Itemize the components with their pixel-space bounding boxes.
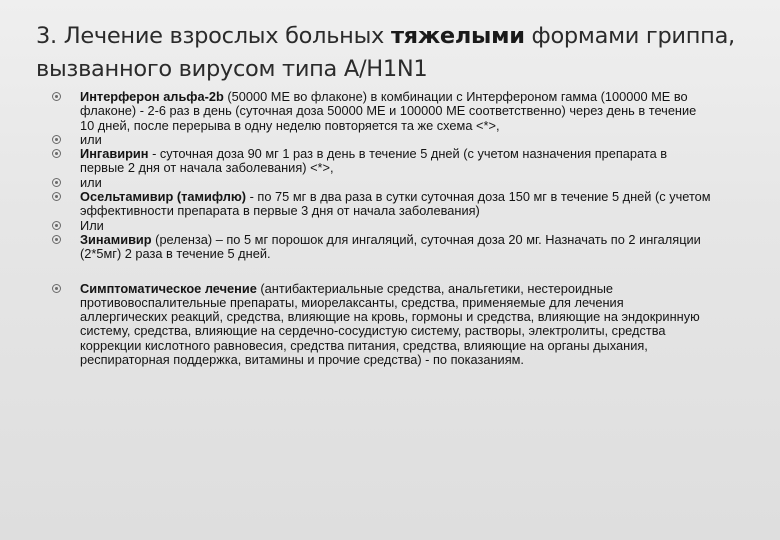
drug-name: Зинамивир [80, 231, 152, 247]
title-part-2: формами гриппа, вызванного вирусом типа A/H1N1 [36, 23, 735, 82]
circle-dot-bullet-icon [52, 284, 61, 293]
drug-name: Осельтамивир (тамифлю) [80, 189, 247, 205]
title-emphasis: тяжелыми [390, 23, 525, 49]
item-text: - суточная доза 90 мг 1 раз в день в течение 5 дней (с учетом назначения препарата в первые 2 дня от начала заболевания) <*>, [80, 146, 668, 176]
list-item [52, 147, 712, 176]
circle-dot-bullet-icon [52, 92, 61, 101]
item-text: - по 75 мг в два раза в сутки суточная доза 150 мг в течение 5 дней (с учетом эффективности препарата в первые 3 дня от начала заболевания) [80, 189, 711, 219]
item-text: (реленза) – по 5 мг порошок для ингаляций, суточная доза 20 мг. Назначать по 2 ингаляции (2*5мг) 2 раза в течение 5 дней. [80, 231, 701, 262]
circle-dot-bullet-icon [52, 235, 61, 244]
list-item [52, 233, 712, 262]
list-item [52, 282, 712, 368]
item-text: Или [80, 217, 104, 233]
circle-dot-bullet-icon [52, 221, 61, 230]
list-item [52, 219, 712, 233]
item-text: или [80, 131, 102, 147]
treatment-list [52, 90, 712, 367]
item-text: (50000 МЕ во флаконе) в комбинации с Интерфероном гамма (100000 МЕ во флаконе) - 2-6 раз в день (суточная доза 50000 МЕ и 100000 МЕ соответственно) через день в течение 10 дней, после перерыва в одну неделю повторяется та же схема <*>, [80, 89, 697, 133]
drug-name: Ингавирин [80, 146, 149, 162]
item-text: (антибактериальные средства, анальгетики, нестероидные противовоспалительные препараты, миорелаксанты, средства, применяемые для лечения аллергических реакций, средства, влияющие на кровь, гормоны и средства, влияющие на эндокринную систему, средства, влияющие на сердечно-сосудистую систему, растворы, электролиты, средства коррекции кислотного равновесия, средства питания, средства, влияющие на органы дыхания, респираторная поддержка, витамины и прочие средства) - по показаниям. [80, 280, 700, 368]
list-item [52, 176, 712, 190]
section-heading: Симптоматическое лечение [80, 280, 257, 296]
list-item [52, 190, 712, 219]
list-item [52, 90, 712, 133]
circle-dot-bullet-icon [52, 149, 61, 158]
circle-dot-bullet-icon [52, 178, 61, 187]
circle-dot-bullet-icon [52, 192, 61, 201]
drug-name: Интерферон альфа-2b [80, 89, 224, 104]
title-part-1: 3. Лечение взрослых больных [36, 23, 391, 49]
item-text: или [80, 174, 102, 190]
circle-dot-bullet-icon [52, 135, 61, 144]
list-item [52, 133, 712, 147]
slide-title [36, 20, 736, 86]
